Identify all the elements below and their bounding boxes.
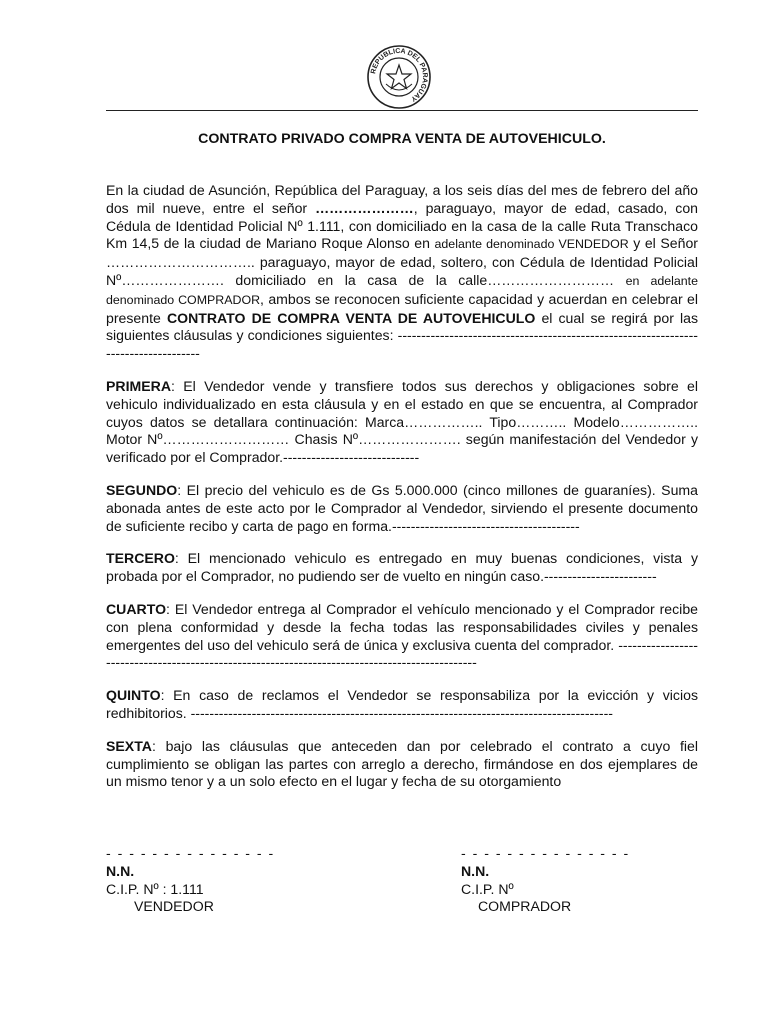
clause-heading: PRIMERA [106,377,171,394]
signer-cip: C.I.P. Nº [461,880,514,897]
seller-signature-block [106,845,346,916]
clause-heading: SEGUNDO [106,481,178,498]
clause-heading: SEXTA [106,737,152,754]
clause-text: : El mencionado vehiculo es entregado en muy buenas condiciones, vista y probada por el Comprador, no pudiendo ser de vuelto en ningún caso.------------------------ [106,550,698,585]
clause-quinto [106,687,698,723]
clause-text: : En caso de reclamos el Vendedor se responsabiliza por la evicción y vicios redhibitorios. ------------------------------------------------------------------------------------------ [106,687,698,721]
clause-text: : El Vendedor entrega al Comprador el vehículo mencionado y el Comprador recibe con plena conformidad y desde la fecha todas las responsabilidades civiles y penales emergentes del uso del vehiculo será de única y exclusiva cuenta del comprador. ------------------------------------------------------------------------------------------------ [106,600,698,671]
document-title: CONTRATO PRIVADO COMPRA VENTA DE AUTOVEHICULO. [198,131,606,147]
clause-heading: QUINTO [106,687,161,704]
intro-text: el cual se regirá por las siguientes cláusulas y condiciones siguientes: ------------------------------------------------------------------------------------ [106,309,698,362]
header-rule [106,110,698,111]
seller-name-blank: ………………… [315,199,414,216]
paraguay-seal-icon [366,44,432,110]
signer-name: N.N. [461,862,490,879]
clause-text: : El precio del vehiculo es de Gs 5.000.000 (cinco millones de guaraníes). Suma abonada antes de este acto por le Comprador al Vendedor, sirviendo el presente documento de suficiente recibo y carta de pago en forma.---------------------------------------- [106,481,698,534]
signature-line: - - - - - - - - - - - - - - - [461,845,630,861]
clause-tercero [106,550,698,586]
intro-text: y el Señor ………………………….. paraguayo, mayor de edad, soltero, con Cédula de Identidad Policial Nº…………………. domiciliado en la casa de la calle……………………… [106,235,698,288]
intro-paragraph [106,182,698,363]
intro-text-small: en adelante denominado COMPRADOR [106,273,698,307]
clause-sexta [106,738,698,791]
buyer-signature-block [461,845,701,916]
signer-role: COMPRADOR [478,898,572,915]
contract-name: CONTRATO DE COMPRA VENTA DE AUTOVEHICULO [166,309,536,326]
intro-text: En la ciudad de Asunción, República del Paraguay, a los seis días del mes de febrero del año dos mil nueve, entre el señor [106,182,698,216]
signer-name: N.N. [106,862,135,879]
signer-cip: C.I.P. Nº : 1.111 [106,880,204,897]
intro-text-small: adelante denominado VENDEDOR [434,237,629,252]
clause-cuarto [106,601,698,672]
clause-segundo [106,482,698,535]
contract-body [106,182,698,806]
clause-heading: CUARTO [106,600,167,617]
clause-primera [106,378,698,467]
clause-text: : bajo las cláusulas que anteceden dan por celebrado el contrato a cuyo fiel cumplimiento se obligan las partes con arreglo a derecho, firmándose en dos ejemplares de un mismo tenor y a un solo efecto en el lugar y fecha de su otorgamiento [106,737,698,790]
clause-text: : El Vendedor vende y transfiere todos sus derechos y obligaciones sobre el vehiculo individualizado en esta cláusula y en el estado en que se encuentra, al Comprador cuyos datos se detallara continuación: Marca…………….. Tipo……….. Modelo…………….. Motor Nº……………………… Chasis Nº…………………. según manifestación del Vendedor y verificado por el Comprador.----------------------------- [106,377,698,466]
intro-text: , ambos se reconocen suficiente capacidad y acuerdan en celebrar el presente [106,290,698,326]
intro-text: , paraguayo, mayor de edad, casado, con Cédula de Identidad Policial Nº 1.111, con domiciliado en la casa de la calle Ruta Transchaco Km 14,5 de la ciudad de Mariano Roque Alonso en [106,199,699,252]
signature-line: - - - - - - - - - - - - - - - [106,845,275,861]
signer-role: VENDEDOR [134,898,214,915]
svg-text:REPUBLICA DEL PARAGUAY: REPUBLICA DEL PARAGUAY [370,47,429,103]
clause-heading: TERCERO [106,550,175,567]
